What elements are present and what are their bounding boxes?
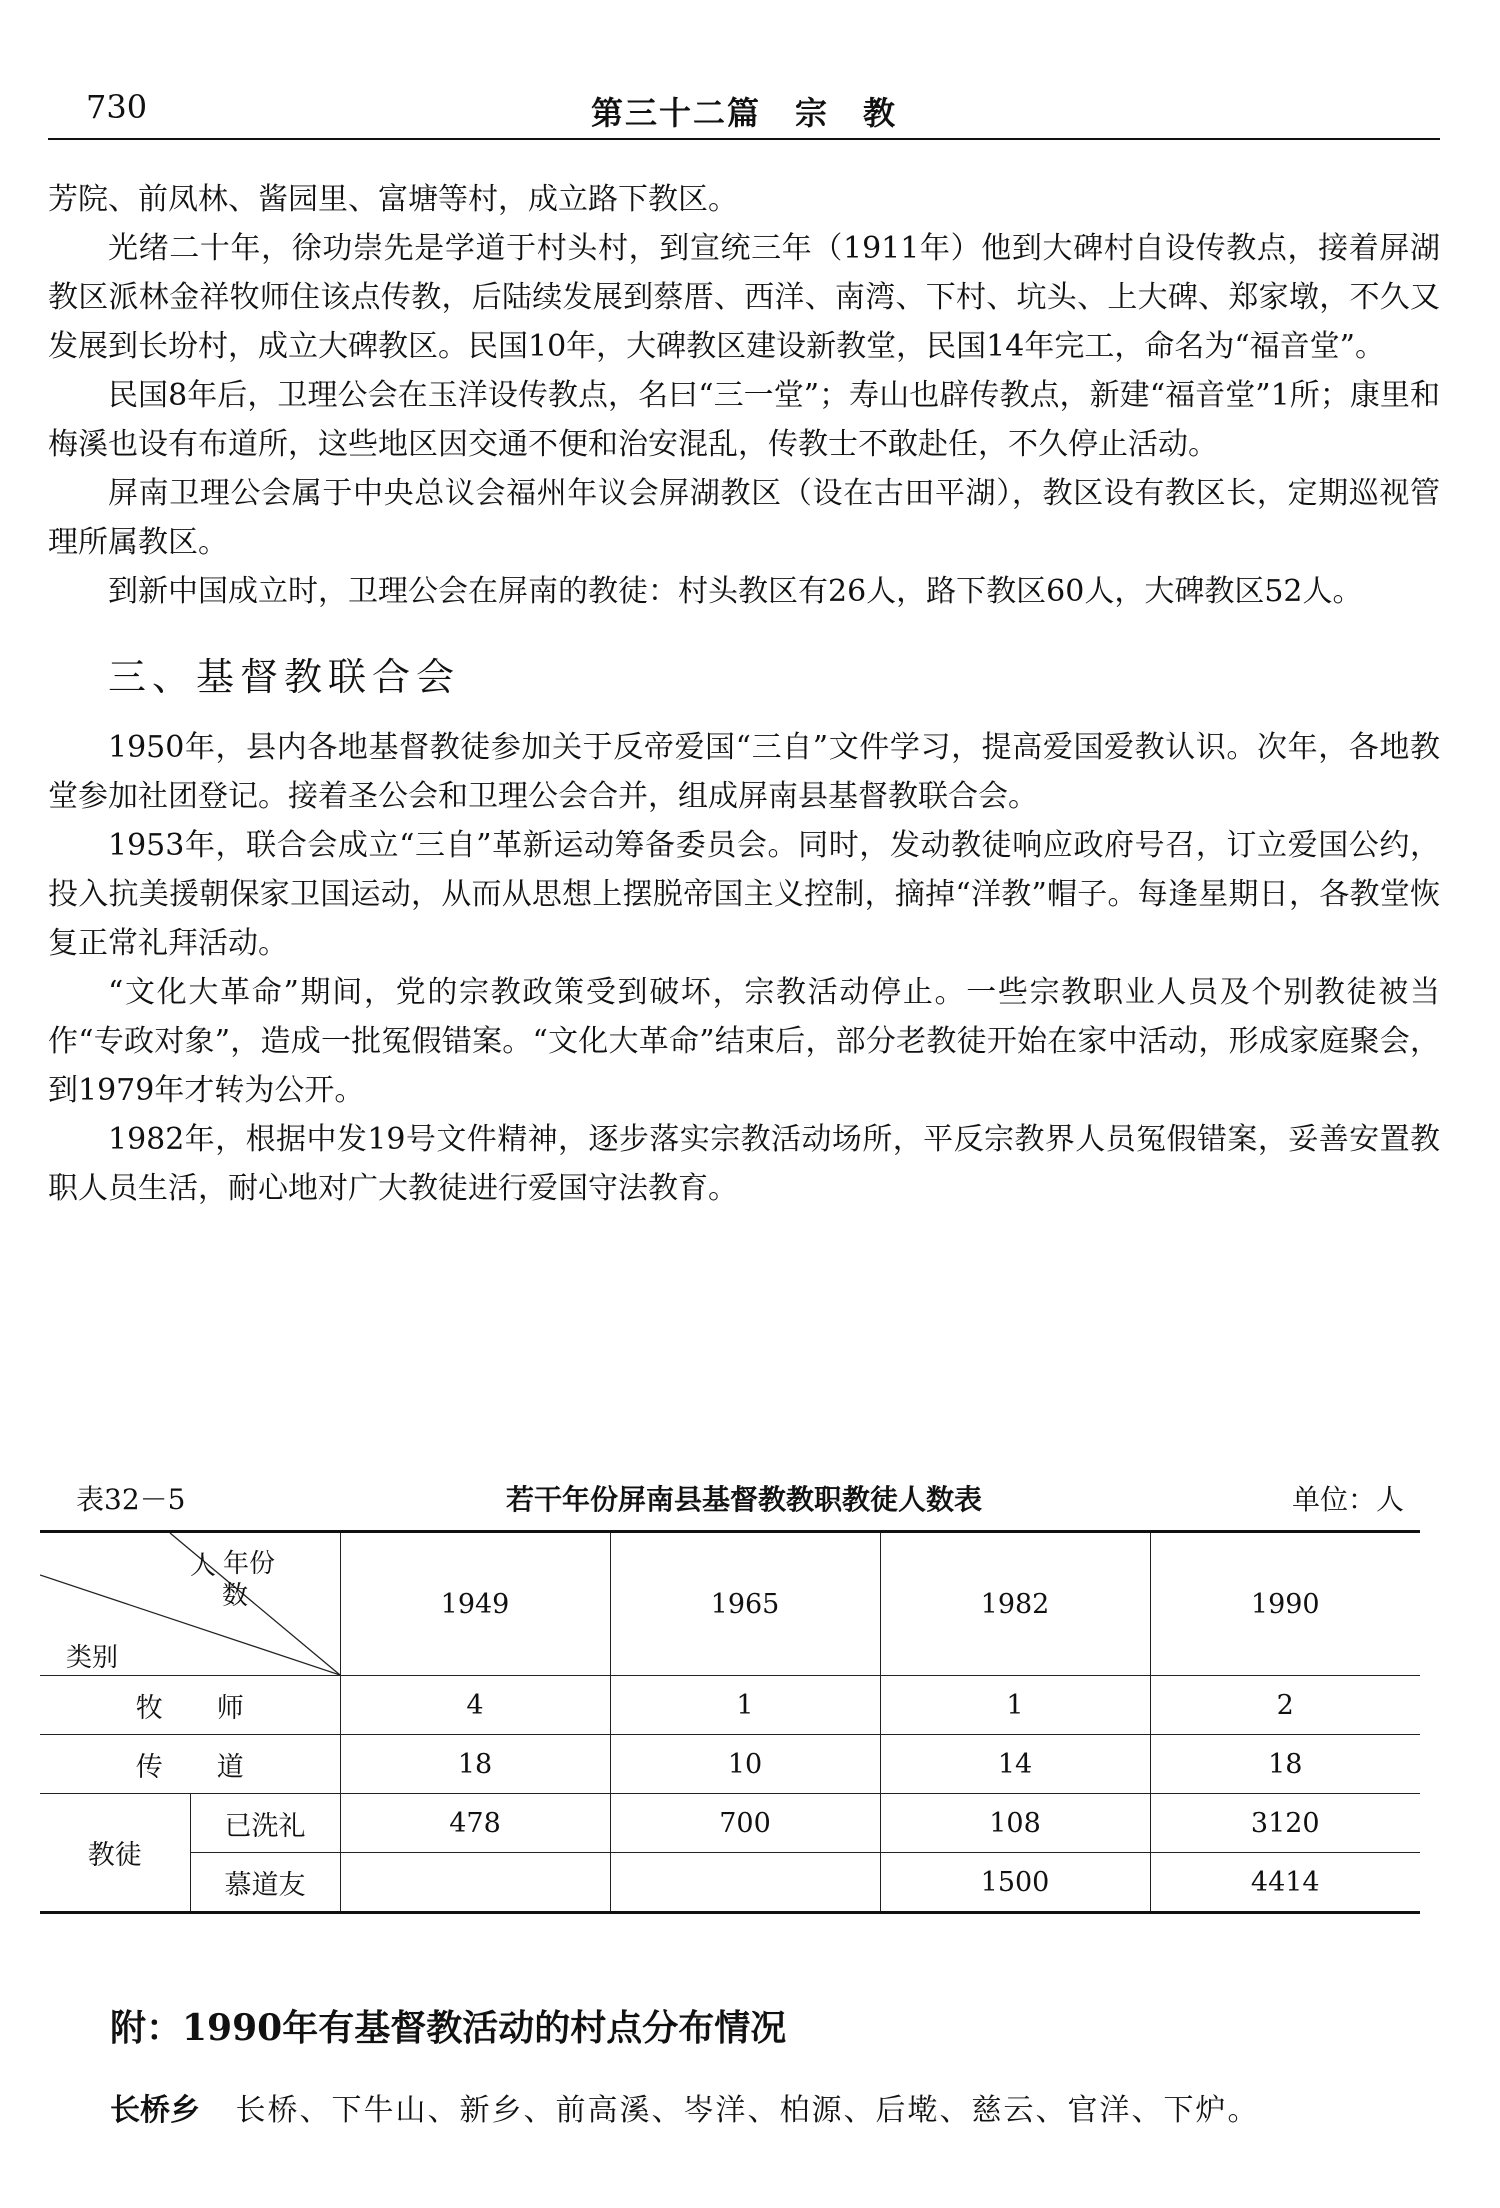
corner-label-count: 数 [222,1581,249,1611]
page-number: 730 [86,88,148,126]
appendix-entry [110,2085,1410,2129]
row-label: 牧 师 [40,1676,340,1735]
township-name: 长桥乡 [110,2093,200,2128]
table-row [40,1853,1420,1913]
paragraph: 光绪二十年，徐功崇先是学道于村头村，到宣统三年（1911年）他到大碑村自设传教点，接着屏湖教区派林金祥牧师住该点传教，后陆续发展到蔡厝、西洋、南湾、下村、坑头、上大碑、郑家墩，不久又发展到长坋村，成立大碑教区。民国10年，大碑教区建设新教堂，民国14年完工，命名为“福音堂”。 [48,231,1440,364]
table-cell: 108 [880,1794,1150,1853]
row-label: 慕道友 [190,1853,340,1913]
year-header: 1949 [340,1532,610,1676]
table-cell: 4414 [1150,1853,1420,1913]
section-heading: 三、基督教联合会 [108,655,461,699]
table-cell: 18 [340,1735,610,1794]
table-header-row [40,1532,1420,1676]
table-number: 表32－5 [76,1483,186,1516]
year-header: 1965 [610,1532,880,1676]
page-header [48,88,1440,134]
paragraph: 屏南卫理公会属于中央总议会福州年议会屏湖教区（设在古田平湖），教区设有教区长，定期巡视管理所属教区。 [48,476,1440,560]
table-row [40,1676,1420,1735]
paragraph: “文化大革命”期间，党的宗教政策受到破坏，宗教活动停止。一些宗教职业人员及个别教徒被当作“专政对象”，造成一批冤假错案。“文化大革命”结束后，部分老教徒开始在家中活动，形成家庭聚会，到1979年才转为公开。 [48,975,1440,1108]
body-text [48,175,1440,1213]
paragraph: 到新中国成立时，卫理公会在屏南的教徒：村头教区有26人，路下教区60人，大碑教区52人。 [108,574,1363,609]
corner-label-people: 人 [190,1551,217,1581]
year-header: 1982 [880,1532,1150,1676]
paragraph: 民国8年后，卫理公会在玉洋设传教点，名曰“三一堂”；寿山也辟传教点，新建“福音堂”1所；康里和梅溪也设有布道所，这些地区因交通不便和治安混乱，传教士不敢赴任，不久停止活动。 [48,378,1440,462]
table-cell [340,1853,610,1913]
paragraph: 1950年，县内各地基督教徒参加关于反帝爱国“三自”文件学习，提高爱国爱教认识。次年，各地教堂参加社团登记。接着圣公会和卫理公会合并，组成屏南县基督教联合会。 [48,730,1440,814]
paragraph: 1982年，根据中发19号文件精神，逐步落实宗教活动场所，平反宗教界人员冤假错案，妥善安置教职人员生活，耐心地对广大教徒进行爱国守法教育。 [48,1122,1440,1206]
corner-label-year: 年份 [223,1549,276,1579]
table-cell: 478 [340,1794,610,1853]
appendix-title: 附：1990年有基督教活动的村点分布情况 [110,2007,787,2049]
table-cell: 1 [880,1676,1150,1735]
corner-label-category: 类别 [66,1643,119,1673]
table-cell: 1 [610,1676,880,1735]
table-cell: 1500 [880,1853,1150,1913]
data-table [40,1530,1420,1914]
paragraph: 芳院、前凤林、酱园里、富塘等村，成立路下教区。 [48,182,738,217]
header-rule [48,138,1440,140]
paragraph: 1953年，联合会成立“三自”革新运动筹备委员会。同时，发动教徒响应政府号召，订立爱国公约，投入抗美援朝保家卫国运动，从而从思想上摆脱帝国主义控制，摘掉“洋教”帽子。每逢星期日，各教堂恢复正常礼拜活动。 [48,828,1440,961]
year-header: 1990 [1150,1532,1420,1676]
village-list: 长桥、下牛山、新乡、前高溪、岑洋、柏源、后墘、慈云、官洋、下炉。 [235,2093,1260,2128]
table-cell: 18 [1150,1735,1420,1794]
table-row [40,1735,1420,1794]
table-caption [48,1478,1440,1518]
table-title: 若干年份屏南县基督教教职教徒人数表 [505,1483,982,1516]
table-row [40,1794,1420,1853]
table-cell: 700 [610,1794,880,1853]
group-label: 教徒 [40,1794,190,1913]
table-cell [610,1853,880,1913]
table-unit: 单位：人 [1291,1483,1404,1516]
table-cell: 14 [880,1735,1150,1794]
table-cell: 2 [1150,1676,1420,1735]
table-cell: 3120 [1150,1794,1420,1853]
row-label: 已洗礼 [190,1794,340,1853]
chapter-title: 第三十二篇 宗 教 [590,94,897,132]
row-label: 传 道 [40,1735,340,1794]
table-cell: 4 [340,1676,610,1735]
table-cell: 10 [610,1735,880,1794]
corner-header-cell [40,1532,340,1676]
